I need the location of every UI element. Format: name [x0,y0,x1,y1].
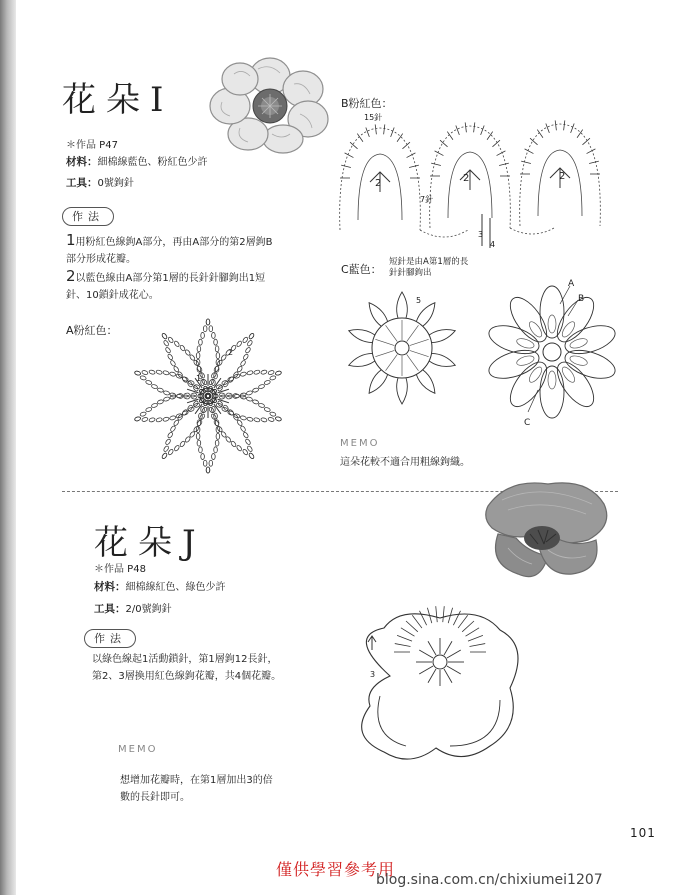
diagram-assembly [482,286,622,416]
chain-stitch [168,336,174,343]
stitch-mark [465,122,466,132]
diagram-c-mark-5: 5 [416,296,422,305]
pointed-petal [349,330,375,343]
diagram-a-mark-1: 1 [196,374,202,383]
diagram-a-label: A粉紅色： [66,324,118,337]
j-fan-stitch [468,635,483,641]
stitch-mark [391,128,395,137]
chain-stitch [141,370,148,375]
chain-stitch [240,360,246,367]
stitch-mark [366,128,370,137]
chain-stitch [225,436,231,443]
assembly-petal [540,366,564,418]
chain-stitch [212,454,216,460]
flower-j-materials-label: 材料： [94,581,126,593]
assembly-inner-petal [569,337,589,350]
chain-stitch [212,332,216,338]
stitch-mark [497,151,506,156]
diagram-b-pink-petals [330,118,620,248]
chain-stitch [203,460,207,466]
chain-stitch [179,345,185,352]
chain-stitch [246,390,253,395]
chain-stitch [163,390,170,395]
spoke-stitch [386,325,398,341]
stitch-mark [546,124,550,133]
assembly-petal [562,320,619,359]
petal-divider [378,696,500,746]
chain-stitch [184,349,190,356]
stitch-mark [564,120,565,130]
flower-i-memo-label: MEMO [340,438,380,449]
j-double-crochet [447,666,461,674]
stitch-mark [555,120,556,130]
pointed-petal [429,353,455,366]
chain-stitch [253,417,260,422]
stitch-mark [409,165,419,167]
j-fan-stitch [401,628,415,636]
stitch-mark [481,126,485,135]
j-arrow [368,636,376,650]
assembly-petal [551,356,601,412]
assembly-label-b: B [578,294,585,304]
chain-stitch [247,445,253,452]
spoke-stitch [407,354,419,370]
spoke-stitch [375,339,394,345]
flower-i-memo-text: 這朵花較不適合用粗線鉤織。 [340,457,470,468]
j-fan-stitch [397,635,412,641]
diagram-b-seven-stitch: 7針 [420,195,434,204]
chain-stitch [167,432,173,439]
flower-i-materials-label: 材料： [66,156,98,168]
flower-i-step1-line1: 用粉紅色線鉤A部分，再由A部分的第2層鉤B [75,237,273,248]
chain-stitch [163,340,169,347]
diagram-a-mark-2: 2 [228,348,234,357]
page-number: 101 [630,826,656,840]
pointed-petal [416,370,435,393]
diagram-j-mark-3: 3 [370,670,376,679]
chain-stitch [149,370,156,375]
chain-stitch [261,370,268,375]
stitch-mark [521,161,531,163]
stitch-mark [525,149,534,154]
chain-stitch [151,403,158,408]
j-fan-stitch [406,621,418,632]
chain-stitch [182,376,188,383]
inner-ring [395,341,409,355]
assembly-inner-petal [560,320,577,339]
chain-stitch [228,409,234,416]
stitch-mark [571,124,575,133]
assembly-inner-petal [527,320,544,339]
diagram-b-row-4: 4 [490,240,496,249]
j-center-ring [433,655,447,669]
chain-stitch [240,371,247,376]
chain-stitch [242,449,248,456]
chain-stitch [252,399,259,404]
chain-stitch [216,353,220,359]
assembly-petal [540,286,564,338]
chain-stitch [261,417,268,422]
flower-i-step2-line1: 以藍色線由A部分第1層的長針針腳鉤出1短 [75,273,266,284]
chain-stitch [246,396,253,401]
flower-i-tool-value: 0號鉤針 [97,178,134,189]
stitch-mark [456,126,460,135]
chain-stitch [264,407,271,412]
diagram-b-row-3: 3 [478,230,484,239]
chain-stitch [206,467,210,473]
chain-stitch [214,339,218,345]
j-double-crochet [428,641,436,655]
chain-stitch [215,440,219,446]
chain-stitch [269,375,276,380]
flower-i-step2-line2: 針、10鎖針成花心。 [66,290,159,301]
chain-stitch [247,340,253,347]
book-binding-shadow [0,0,16,895]
chain-stitch [163,370,170,375]
flower-j-title: 花朵J [94,523,206,563]
stitch-mark [375,124,376,134]
chain-stitch [214,447,218,453]
flower-j-memo-line2: 數的長針即可。 [120,792,190,803]
flower-j-method-label: 作法 [84,629,136,648]
assembly-label-a: A [568,279,575,289]
assembly-inner-petal [569,354,589,367]
assembly-inner-petal [560,365,577,384]
stitch-mark [345,153,354,158]
chain-stitch [248,452,254,459]
chain-stitch [199,339,203,345]
chain-stitch [197,346,201,352]
j-fan-stitch [395,644,411,647]
stitch-mark [587,149,596,154]
chain-stitch [168,449,174,456]
chain-stitch [245,438,251,445]
pointed-petal [429,330,455,343]
connecting-chain [420,228,554,237]
stitch-mark [407,153,416,158]
chain-stitch [161,333,167,340]
spoke-stitch [410,339,429,345]
stitch-mark [435,151,444,156]
blog-url: blog.sina.com.cn/chixiumei1207 [376,872,603,888]
chain-stitch [240,425,246,432]
j-double-crochet [447,650,461,658]
pointed-petal [397,292,408,318]
chain-stitch [268,370,275,375]
chain-stitch [170,360,176,367]
assembly-inner-petal [516,354,536,367]
chain-stitch [196,433,200,439]
flower-j-step-line2: 第2、3層換用紅色線鉤花瓣，共4個花瓣。 [92,671,282,682]
chain-stitch [220,354,226,361]
chain-stitch [174,445,180,452]
chain-stitch [237,366,243,373]
flower-i-step1-line2: 部分形成花瓣。 [66,254,136,265]
diagram-b-row-2c: 2 [559,171,566,182]
j-double-crochet [444,669,452,683]
diagram-j-flower [350,596,530,766]
chain-stitch [134,370,141,375]
flower-i-materials-value: 細棉線藍色、粉紅色少許 [97,157,208,168]
flower-j-tool-value: 2/0號鉤針 [125,604,172,615]
assembly-petal [503,292,553,348]
chain-stitch [201,332,205,338]
chain-stitch [151,384,158,389]
chain-stitch [149,417,156,422]
chain-stitch [264,380,271,385]
chain-stitch [199,447,203,453]
watermark: 僅供學習參考用 [276,860,396,879]
j-double-crochet [419,666,433,674]
chain-stitch [240,415,247,420]
chain-stitch [165,347,171,354]
flower-i-work-ref: ＊作品 P47 [66,140,118,151]
stitch-mark [431,163,441,165]
chain-stitch [174,340,180,347]
flower-j-photo [478,476,618,586]
chain-stitch [196,353,200,359]
spoke-stitch [410,350,429,356]
chain-stitch [252,387,259,392]
j-double-crochet [419,650,433,658]
chain-stitch [242,336,248,343]
diagram-b-row-2b: 2 [463,173,470,184]
chain-stitch [145,380,152,385]
assembly-inner-petal [548,371,556,389]
chain-stitch [206,319,210,325]
chain-stitch [173,419,179,426]
chain-stitch [140,375,147,380]
flower-j-work-ref: ＊作品 P48 [94,564,146,575]
j-fan-stitch [443,606,444,622]
j-fan-stitch [412,615,422,628]
chain-stitch [141,417,148,422]
assembly-petal [486,345,543,384]
chain-stitch [156,370,163,375]
chain-stitch [163,417,170,422]
chain-stitch [275,416,282,421]
assembly-petal [503,356,553,412]
chain-stitch [157,387,164,392]
chain-stitch [209,326,213,332]
chain-stitch [184,436,190,443]
chain-stitch [165,438,171,445]
chain-stitch [275,370,282,375]
flower-i-method-label: 作法 [62,207,114,226]
chain-stitch [236,445,242,452]
flower-i-step1-num: 1 [66,231,76,249]
stitch-mark [537,130,543,138]
chain-stitch [258,403,265,408]
j-fan-stitch [436,606,437,622]
flower-j-materials-value: 細棉線紅色、綠色少許 [125,582,226,593]
pointed-petal [397,378,408,404]
chain-stitch [161,452,167,459]
stitch-mark [384,124,385,134]
spoke-stitch [407,325,419,341]
flower-j-tool-label: 工具： [94,603,126,615]
j-fan-stitch [458,615,468,628]
chain-stitch [216,433,220,439]
j-double-crochet [444,641,452,655]
j-fan-stitch [469,644,485,647]
stitch-mark [474,122,475,132]
diagram-b-chain-note: 15針 [364,113,383,122]
chain-stitch [243,353,249,360]
pansy-outline [362,614,518,759]
spoke-stitch [386,354,398,370]
chain-stitch [156,417,163,422]
flower-j-memo-label: MEMO [118,744,158,755]
chain-stitch [157,399,164,404]
stitch-mark [447,132,453,140]
assembly-petal [562,345,619,384]
chain-stitch [163,445,169,452]
chain-stitch [134,416,141,421]
chain-stitch [169,371,176,376]
j-fan-stitch [453,611,460,625]
chain-stitch [247,370,254,375]
assembly-label-c: C [524,418,531,428]
chain-stitch [268,417,275,422]
chain-stitch [220,431,226,438]
chain-stitch [230,440,236,447]
flower-j-step-line1: 以綠色線起1活動鎖針，第1層鉤12長針， [92,654,278,665]
chain-stitch [269,411,276,416]
stitch-mark [499,163,509,165]
assembly-center [543,343,561,361]
spoke-stitch [375,350,394,356]
stitch-mark [589,161,599,163]
chain-stitch [167,353,173,360]
flower-i-tool-label: 工具： [66,177,98,189]
chain-stitch [179,440,185,447]
pointed-petal [349,353,375,366]
chain-stitch [201,454,205,460]
diagram-b-row-2a: 2 [375,178,382,189]
diagram-c-note-line2: 針針腳鉤出 [389,268,432,278]
chain-stitch [145,407,152,412]
flower-i-step2-num: 2 [66,267,76,285]
chain-stitch [258,384,265,389]
chain-stitch [215,346,219,352]
chain-stitch [247,417,254,422]
chain-stitch [189,354,195,361]
assembly-petal [551,292,601,348]
chain-stitch [173,366,179,373]
chain-stitch [237,419,243,426]
j-fan-stitch [462,621,474,632]
chain-stitch [169,415,176,420]
pointed-petal [369,370,388,393]
assembly-inner-petal [516,337,536,350]
flower-i-title: 花朵I [62,80,174,120]
assembly-inner-petal [527,365,544,384]
pointed-petal [369,303,388,326]
j-fan-stitch [466,628,480,636]
assembly-inner-petal [548,315,556,333]
j-fan-stitch [419,611,426,625]
chain-stitch [243,432,249,439]
j-double-crochet [428,669,436,683]
flower-i-photo [208,54,332,154]
diagram-a-pink [112,310,312,490]
stitch-mark [357,134,363,142]
assembly-petal [486,320,543,359]
chain-stitch [245,347,251,354]
diagram-c-note-line1: 短針是由A第1層的長 [389,257,469,267]
chain-stitch [170,425,176,432]
diagram-c-label: C藍色： [341,263,382,276]
stitch-mark [341,165,351,167]
flower-j-memo-line1: 想增加花瓣時，在第1層加出3的倍 [120,775,273,786]
chain-stitch [203,326,207,332]
diagram-c-blue-center [338,290,468,410]
chain-stitch [140,411,147,416]
diagram-b-label: B粉紅色： [341,97,393,110]
chain-stitch [209,460,213,466]
chain-stitch [163,396,170,401]
chain-stitch [189,431,195,438]
chain-stitch [253,370,260,375]
chain-stitch [236,340,242,347]
chain-stitch [248,333,254,340]
chain-stitch [197,440,201,446]
